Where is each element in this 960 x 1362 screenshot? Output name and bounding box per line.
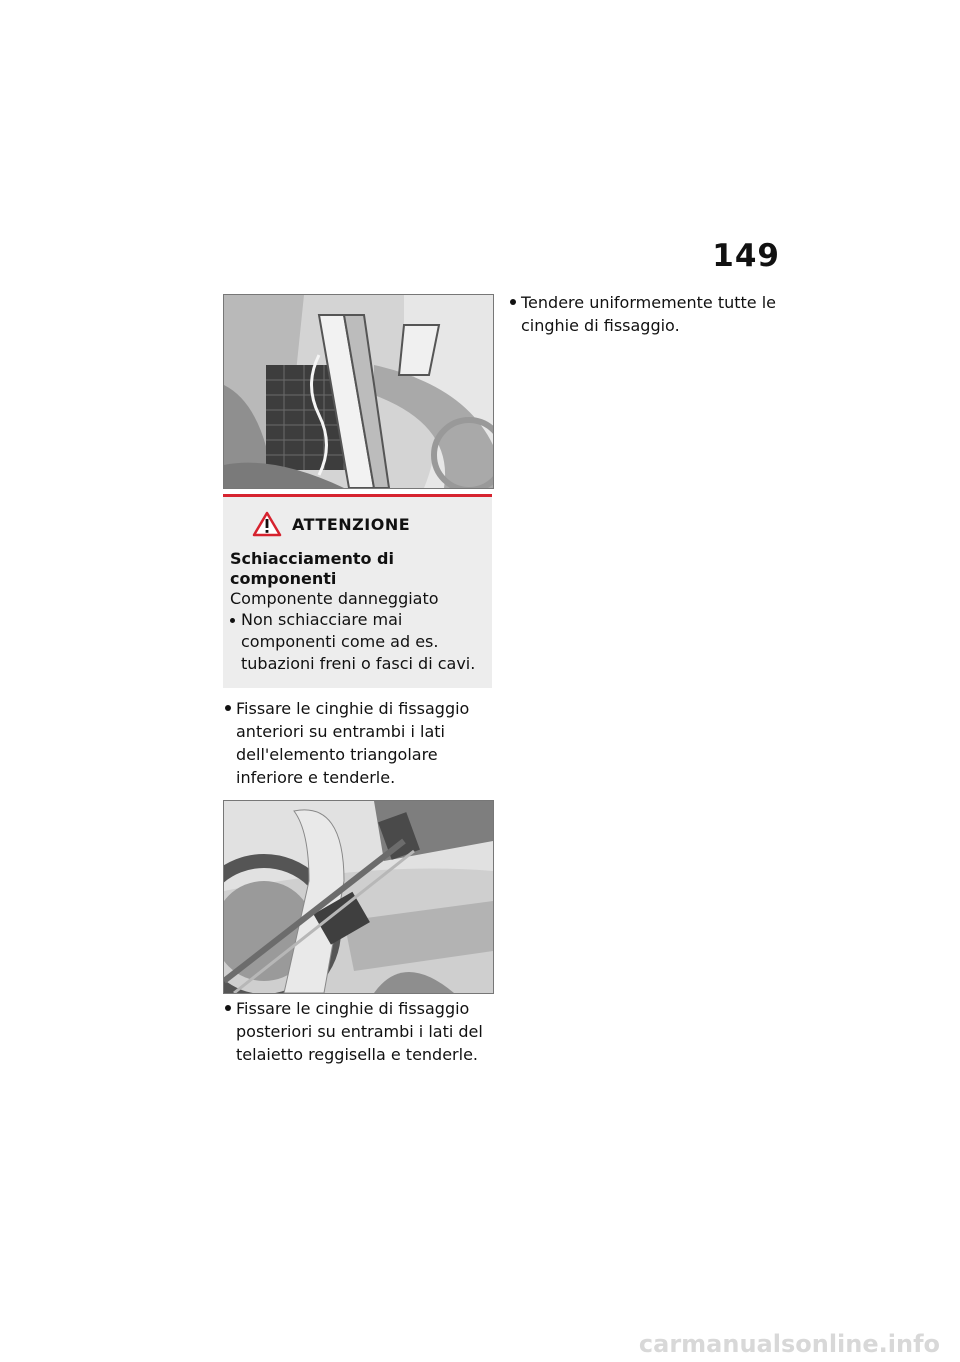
rear-tie-down-photo (223, 800, 494, 994)
warning-header (252, 511, 482, 537)
warning-list (230, 609, 482, 675)
instruction-list (510, 291, 780, 337)
instruction-list (225, 697, 495, 789)
instruction-step: Fissare le cinghie di fissaggio anteriori su entrambi i lati dell'elemento triangolare inferiore e tenderle. (225, 697, 495, 789)
front-tie-down-photo (223, 294, 494, 489)
warning-box (223, 494, 492, 688)
warning-cause: Componente danneggiato (230, 589, 439, 608)
instruction-list (225, 997, 495, 1066)
page-number: 149 (712, 238, 780, 274)
warning-heading: Schiacciamento di componenti (230, 549, 394, 588)
warning-title: ATTENZIONE (292, 514, 411, 534)
warning-triangle-icon (252, 511, 282, 537)
instruction-step: Fissare le cinghie di fissaggio posteriori su entrambi i lati del telaietto reggisella e tenderle. (225, 997, 495, 1066)
warning-list-item: Non schiacciare mai componenti come ad es. tubazioni freni o fasci di cavi. (230, 609, 482, 675)
instruction-step: Tendere uniformemente tutte le cinghie di fissaggio. (510, 291, 780, 337)
watermark: carmanualsonline.info (638, 1330, 940, 1358)
